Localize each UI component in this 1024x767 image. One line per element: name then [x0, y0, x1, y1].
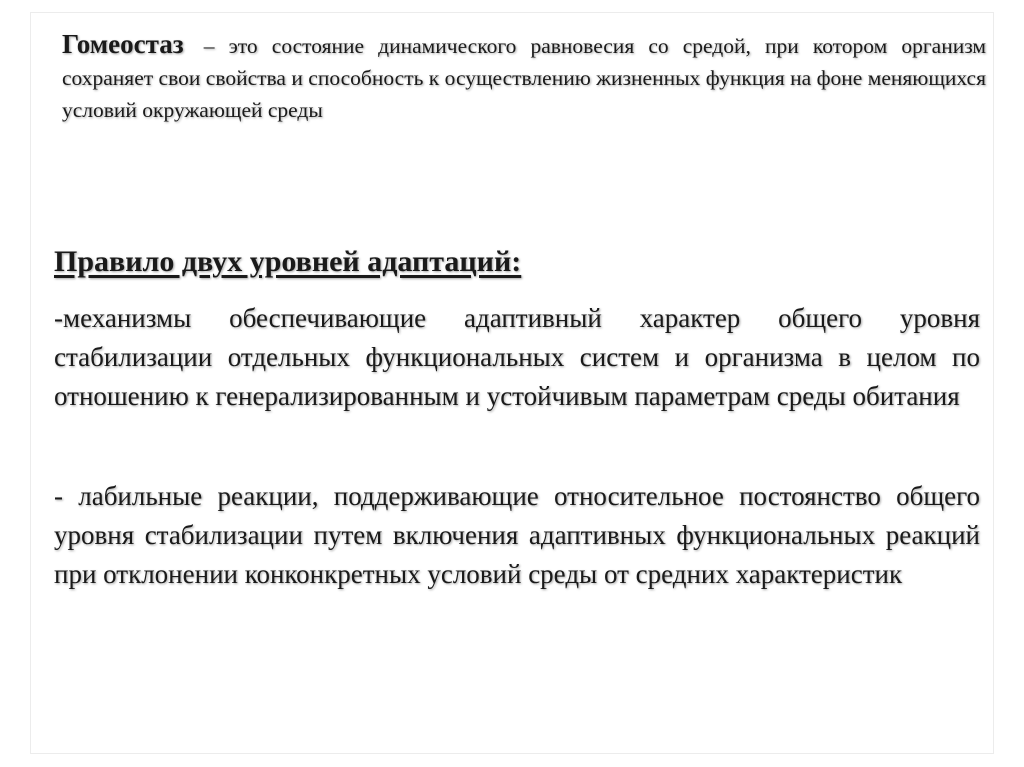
definition-term: Гомеостаз: [62, 29, 184, 59]
rule-item-1: -механизмы обеспечивающие адаптивный характер общего уровня стабилизации отдельных функциональных систем и организма в целом по отношению к генерализированным и устойчивым параметрам среды обитания: [54, 303, 980, 411]
rule-item-2: - лабильные реакции, поддерживающие относительное постоянство общего уровня стабилизации путем включения адаптивных функциональных реакций при отклонении конконкретных условий среды от средних характеристик: [54, 481, 980, 589]
definition-text: – это состояние динамического равновесия со средой, при котором организм сохраняет свои свойства и способность к осуществлению жизненных функция на фоне меняющихся условий окружающей среды: [62, 34, 987, 122]
rule-heading: Правило двух уровней адаптаций:: [54, 245, 522, 278]
definition-paragraph: [62, 28, 986, 126]
